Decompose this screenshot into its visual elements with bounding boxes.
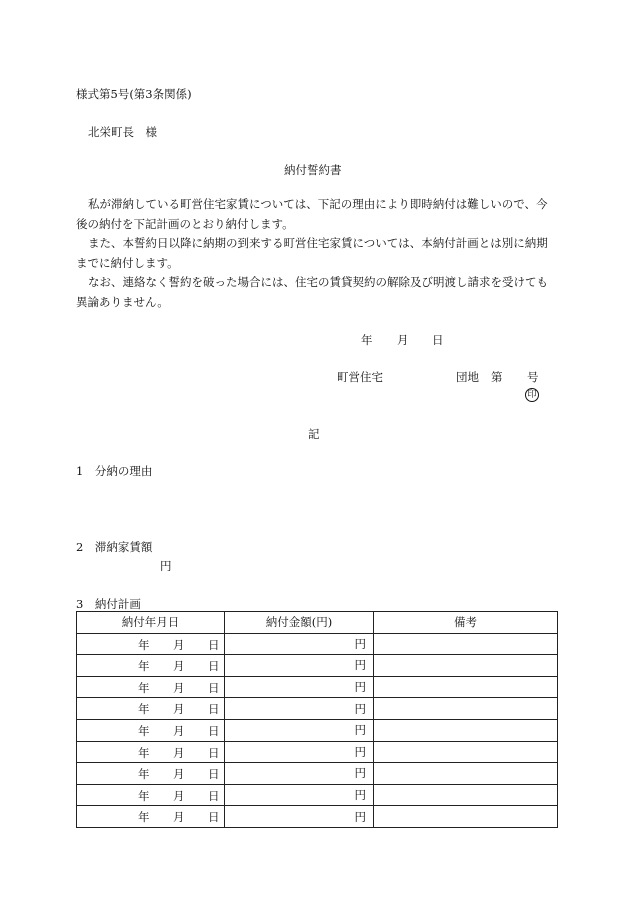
amount-cell[interactable]: 円 bbox=[225, 655, 374, 677]
go-label: 号 bbox=[527, 370, 539, 384]
amount-cell[interactable]: 円 bbox=[225, 676, 374, 698]
header-payment-amount: 納付金額(円) bbox=[225, 612, 374, 634]
note-cell[interactable] bbox=[374, 763, 558, 785]
document-title: 納付誓約書 bbox=[284, 163, 342, 177]
table-row bbox=[77, 806, 558, 828]
amount-cell[interactable]: 円 bbox=[225, 763, 374, 785]
date-day-label: 日 bbox=[432, 333, 444, 347]
date-cell[interactable]: 年 月 日 bbox=[77, 763, 225, 785]
housing-label: 町営住宅 bbox=[337, 370, 383, 384]
note-cell[interactable] bbox=[374, 655, 558, 677]
table-row bbox=[77, 633, 558, 655]
amount-cell[interactable]: 円 bbox=[225, 719, 374, 741]
header-remarks: 備考 bbox=[374, 612, 558, 634]
amount-cell[interactable]: 円 bbox=[225, 784, 374, 806]
table-row bbox=[77, 698, 558, 720]
table-row bbox=[77, 784, 558, 806]
paragraph-1: 私が滞納している町営住宅家賃については、下記の理由により即時納付は難しいので、今後の納付を下記計画のとおり納付します。 bbox=[76, 197, 548, 231]
date-year-label: 年 bbox=[361, 333, 373, 347]
paragraph-3: なお、連絡なく誓約を破った場合には、住宅の賃貸契約の解除及び明渡し請求を受けても異論ありません。 bbox=[76, 275, 548, 309]
amount-cell[interactable]: 円 bbox=[225, 633, 374, 655]
table-header-row bbox=[77, 612, 558, 634]
table-row bbox=[77, 741, 558, 763]
header-payment-date: 納付年月日 bbox=[77, 612, 225, 634]
note-cell[interactable] bbox=[374, 806, 558, 828]
seal-mark: 印 bbox=[525, 388, 539, 402]
amount-cell[interactable]: 円 bbox=[225, 741, 374, 763]
date-cell[interactable]: 年 月 日 bbox=[77, 784, 225, 806]
date-cell[interactable]: 年 月 日 bbox=[77, 655, 225, 677]
note-cell[interactable] bbox=[374, 676, 558, 698]
date-cell[interactable]: 年 月 日 bbox=[77, 698, 225, 720]
danchi-label: 団地 bbox=[456, 370, 479, 384]
date-month-label: 月 bbox=[397, 333, 409, 347]
date-cell[interactable]: 年 月 日 bbox=[77, 676, 225, 698]
note-cell[interactable] bbox=[374, 719, 558, 741]
payment-plan-table bbox=[76, 611, 558, 828]
ki-label: 記 bbox=[308, 427, 320, 441]
addressee: 北栄町長 様 bbox=[88, 125, 157, 139]
amount-cell[interactable]: 円 bbox=[225, 806, 374, 828]
section-plan: 3 納付計画 bbox=[76, 597, 141, 611]
date-cell[interactable]: 年 月 日 bbox=[77, 633, 225, 655]
dai-label: 第 bbox=[491, 370, 503, 384]
date-cell[interactable]: 年 月 日 bbox=[77, 741, 225, 763]
table-row bbox=[77, 719, 558, 741]
note-cell[interactable] bbox=[374, 784, 558, 806]
note-cell[interactable] bbox=[374, 741, 558, 763]
table-row bbox=[77, 655, 558, 677]
table-row bbox=[77, 676, 558, 698]
table-row bbox=[77, 763, 558, 785]
arrears-unit: 円 bbox=[160, 559, 172, 573]
note-cell[interactable] bbox=[374, 698, 558, 720]
amount-cell[interactable]: 円 bbox=[225, 698, 374, 720]
section-arrears: 2 滞納家賃額 bbox=[76, 540, 153, 554]
section-reason: 1 分納の理由 bbox=[76, 464, 153, 478]
paragraph-2: また、本誓約日以降に納期の到来する町営住宅家賃については、本納付計画とは別に納期までに納付します。 bbox=[76, 236, 548, 270]
date-cell[interactable]: 年 月 日 bbox=[77, 719, 225, 741]
form-number: 様式第5号(第3条関係) bbox=[76, 87, 192, 101]
date-cell[interactable]: 年 月 日 bbox=[77, 806, 225, 828]
note-cell[interactable] bbox=[374, 633, 558, 655]
